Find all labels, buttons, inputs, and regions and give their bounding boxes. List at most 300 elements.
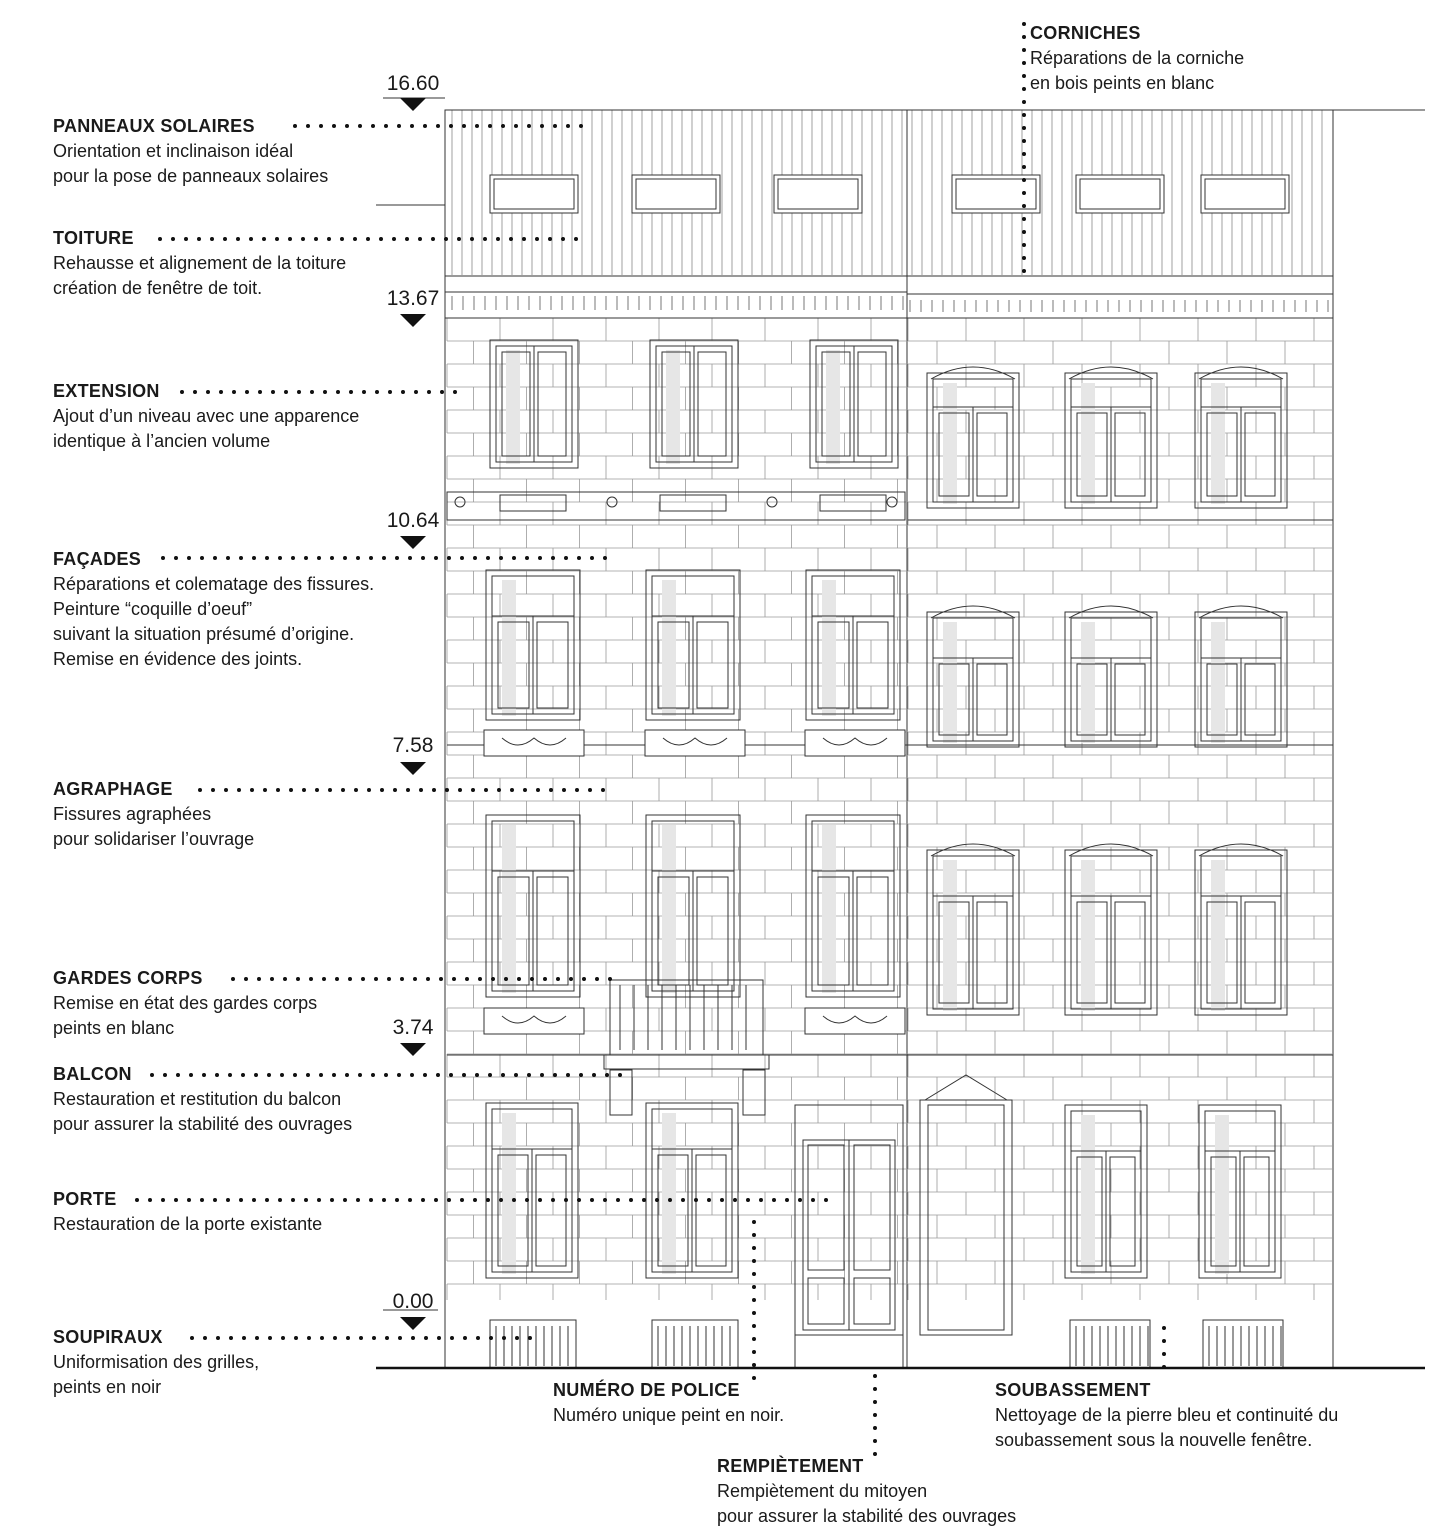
note-title: BALCON [53,1064,132,1084]
window [646,1103,738,1278]
window-sash [977,664,1007,735]
leader-dot [512,1198,516,1202]
note-line: peints en blanc [53,1018,175,1038]
window [806,570,900,720]
note-line: Restauration de la porte existante [53,1214,323,1234]
window-shadow [943,383,957,504]
note-line: pour la pose de panneaux solaires [53,166,329,186]
leader-dot [393,788,397,792]
leader-dot [457,237,461,241]
facade [376,98,1425,1368]
leader-dot [538,1198,542,1202]
leader-dot [1162,1365,1166,1369]
leader-dot [387,977,391,981]
note-title: PANNEAUX SOLAIRES [53,116,255,136]
leader-dot [289,788,293,792]
leader-dot [400,977,404,981]
leader-dot [432,788,436,792]
window-shadow [662,580,676,716]
leader-dot [439,977,443,981]
leader-dot [471,788,475,792]
leader-dot [405,237,409,241]
window-shadow [943,622,957,743]
leader-dot [575,788,579,792]
leader-dot [315,788,319,792]
leader-dot [528,1336,532,1340]
leader-dot [478,977,482,981]
leader-dot [413,977,417,981]
leader-dot [362,390,366,394]
leader-dot [374,977,378,981]
note-line: Peinture “coquille d’oeuf” [53,599,253,619]
level-marker-arrow [400,314,426,327]
window-shadow [1211,622,1225,743]
note-title: REMPIÈTEMENT [717,1456,864,1476]
leader-dot [752,1324,756,1328]
note-line: Remise en évidence des joints. [53,649,303,669]
window [646,815,740,997]
leader-dot [608,977,612,981]
note-line: pour assurer la stabilité des ouvrages [717,1506,1017,1526]
leader-dot [553,1073,557,1077]
level-marker-arrow [400,98,426,111]
note-corniches [1030,21,1244,96]
level-label-3-74: 3.74 [392,1016,434,1039]
note-line: Rehausse et alignement de la toiture [53,253,347,273]
window-sash [977,413,1007,496]
door-panel-left [808,1145,844,1270]
leader-dot [694,1198,698,1202]
leader-dot [1022,191,1026,195]
leader-dot [1162,1339,1166,1343]
leader-dot [384,124,388,128]
note-title: TOITURE [53,228,134,248]
leader-dot [746,1198,750,1202]
leader-dot [496,237,500,241]
leader-dot [603,1198,607,1202]
leader-dot [873,1400,877,1404]
leader-dot [423,124,427,128]
leader-dot [294,1336,298,1340]
frieze-panel [660,495,726,511]
window [806,815,900,997]
leader-dot [436,1073,440,1077]
window [490,340,578,468]
note-title: EXTENSION [53,381,160,401]
leader-dot [553,124,557,128]
leader-dot [527,1073,531,1077]
leader-dot [548,237,552,241]
window-sash [1115,902,1145,1003]
leader-dot [427,390,431,394]
leader-dot [453,390,457,394]
leader-dot [268,1336,272,1340]
leader-dot [707,1198,711,1202]
leader-dot [525,556,529,560]
leader-dot [564,556,568,560]
window-sash [1245,902,1275,1003]
leader-dot [397,124,401,128]
window-shadow [1081,383,1095,504]
leader-dot [616,1198,620,1202]
window-shadow [1081,622,1095,743]
leader-dot [395,1198,399,1202]
sill-panel [484,730,584,756]
basement-window [652,1320,738,1368]
leader-dot [366,237,370,241]
leader-dot [752,1272,756,1276]
leader-dot [382,1198,386,1202]
leader-dot [592,1073,596,1077]
note-gardes-corps [53,966,317,1041]
leader-dot [752,1298,756,1302]
note-line: pour solidariser l’ouvrage [53,829,255,849]
leader-dot [341,788,345,792]
leader-dot [460,1198,464,1202]
leader-dot [475,1073,479,1077]
window-shadow [506,350,520,464]
leader-dot [361,977,365,981]
leader-dot [345,124,349,128]
leader-dot [1022,178,1026,182]
roof-window [774,175,862,213]
door-panel-right [854,1145,890,1270]
note-line: Réparations de la corniche [1030,48,1245,68]
leader-dot [873,1387,877,1391]
note-title: NUMÉRO DE POLICE [553,1380,740,1400]
leader-dot [408,556,412,560]
leader-dot [752,1337,756,1341]
window [1195,367,1287,508]
leader-dot [473,556,477,560]
note-soubassement [995,1378,1338,1453]
window [810,340,898,468]
leader-dot [483,237,487,241]
note-toiture [53,226,346,301]
leader-dot [579,124,583,128]
sill-panel [645,730,745,756]
leader-dot [488,124,492,128]
leader-dot [411,1336,415,1340]
roof-window [1076,175,1164,213]
frieze-panel [500,495,566,511]
roof-window [632,175,720,213]
leader-dot [752,1220,756,1224]
leader-dot [752,1285,756,1289]
leader-dot [551,1198,555,1202]
leader-dot [475,124,479,128]
leader-dot [302,788,306,792]
leader-dot [470,237,474,241]
leader-dot [384,1073,388,1077]
window-sash [1245,413,1275,496]
cornice-left [445,276,907,292]
leader-dot [523,788,527,792]
leader-dot [618,1073,622,1077]
window-sash [1244,1157,1269,1266]
leader-dot [356,1198,360,1202]
leader-dot [335,977,339,981]
leader-dot [1022,152,1026,156]
leader-dot [873,1426,877,1430]
note-line: peints en noir [53,1377,162,1397]
leader-dot [752,1233,756,1237]
leader-dot [395,556,399,560]
leader-dot [551,556,555,560]
leader-dot [873,1413,877,1417]
leader-dot [501,1073,505,1077]
leader-dot [388,390,392,394]
leader-dot [423,1073,427,1077]
leader-dot [437,1336,441,1340]
leader-dot [588,788,592,792]
leader-dot [642,1198,646,1202]
level-label-0-00: 0.00 [392,1290,434,1313]
window-sash [1115,664,1145,735]
leader-dot [276,788,280,792]
leader-dot [752,1363,756,1367]
sill-panel [805,730,905,756]
leader-dot [566,124,570,128]
note-facades [53,547,374,672]
window [1195,606,1287,747]
basement-window [1203,1320,1283,1368]
leader-dot [447,556,451,560]
window-sash [857,622,888,708]
leader-dot [449,1073,453,1077]
leader-dot [434,1198,438,1202]
note-panneaux-solaires [53,114,328,189]
leader-dot [540,1073,544,1077]
note-line: en bois peints en blanc [1030,73,1215,93]
note-line: création de fenêtre de toit. [53,278,263,298]
note-line: Orientation et inclinaison idéal [53,141,294,161]
leader-dot [752,1259,756,1263]
leader-dot [410,1073,414,1077]
leader-dot [367,788,371,792]
frieze-right [907,294,1333,318]
leader-dot [359,1336,363,1340]
leader-dot [501,124,505,128]
leader-dot [392,237,396,241]
leader-dot [549,788,553,792]
leader-dot [380,788,384,792]
leader-dot [348,977,352,981]
leader-dot [1022,48,1026,52]
level-label-7-58: 7.58 [392,734,434,757]
leader-dot [798,1198,802,1202]
window-shadow [822,580,836,716]
roof-window [490,175,578,213]
note-line: Rempiètement du mitoyen [717,1481,928,1501]
leader-dot [371,1073,375,1077]
level-label-16-60: 16.60 [386,72,440,95]
window-shadow [662,825,676,993]
leader-dot [517,977,521,981]
leader-dot [1022,230,1026,234]
window-sash [696,1155,726,1266]
note-extension [53,379,359,454]
window-shadow [1215,1115,1229,1274]
leader-dot [601,788,605,792]
note-line: Ajout d’un niveau avec une apparence [53,406,360,426]
note-balcon [53,1062,352,1137]
basement-window [490,1320,576,1368]
leader-dot [462,124,466,128]
window [1199,1105,1281,1278]
leader-dot [590,556,594,560]
leader-dot [440,390,444,394]
note-soupiraux [53,1325,259,1400]
leader-dot [408,1198,412,1202]
note-porte [53,1187,322,1237]
window-shadow [502,1113,516,1274]
level-markers [400,98,426,1330]
leader-dot [510,788,514,792]
window-shadow [502,825,516,993]
leader-dot [328,788,332,792]
leader-dot [1022,204,1026,208]
leader-dot [421,1198,425,1202]
window [650,340,738,468]
leader-dot [263,788,267,792]
roof-window [952,175,1040,213]
leader-dot [1022,165,1026,169]
leader-dot [512,556,516,560]
roof-window [1201,175,1289,213]
leader-dot [668,1198,672,1202]
level-marker-arrow [400,536,426,549]
leader-dot [1022,74,1026,78]
leader-dot [522,237,526,241]
leader-dot [561,237,565,241]
leader-dot [535,237,539,241]
leader-dot [582,977,586,981]
level-marker-arrow [400,1043,426,1056]
leader-dot [525,1198,529,1202]
window-shadow [1081,1115,1095,1274]
leader-dot [595,977,599,981]
note-numero-de-police [553,1378,784,1428]
leader-dot [1022,35,1026,39]
window-sash [538,352,566,456]
leader-dot [354,788,358,792]
door-lower-panel [808,1278,844,1324]
window-shadow [822,825,836,993]
note-agraphage [53,777,254,852]
leader-dot [307,1336,311,1340]
leader-dot [566,1073,570,1077]
leader-dot [463,1336,467,1340]
leader-dot [499,556,503,560]
leader-dot [1022,87,1026,91]
leader-dot [488,1073,492,1077]
leader-dot [752,1350,756,1354]
leader-dot [785,1198,789,1202]
leader-dot [577,556,581,560]
leader-dot [577,1198,581,1202]
entrance-step [795,1335,903,1368]
leader-dot [473,1198,477,1202]
leader-dot [752,1311,756,1315]
leader-dot [873,1439,877,1443]
window-shadow [826,350,840,464]
leader-dot [515,1336,519,1340]
window-shadow [1081,860,1095,1011]
level-marker-arrow [400,1317,426,1330]
leader-dot [398,1336,402,1340]
level-marker-arrow [400,762,426,775]
window-sash [858,352,886,456]
leader-dot [540,124,544,128]
leader-dot [431,237,435,241]
note-line: Restauration et restitution du balcon [53,1089,342,1109]
note-title: PORTE [53,1189,117,1209]
window-sash [537,622,568,708]
leader-dot [1022,256,1026,260]
leader-dot [538,556,542,560]
frieze-left [445,292,907,318]
window-shadow [666,350,680,464]
leader-dot [569,977,573,981]
leader-dot [759,1198,763,1202]
leader-dot [358,1073,362,1077]
leader-dot [509,237,513,241]
leader-dot [421,556,425,560]
level-label-10-64: 10.64 [386,509,440,532]
leader-dot [1022,243,1026,247]
level-label-13-67: 13.67 [386,287,440,310]
leader-dot [414,390,418,394]
window-shadow [662,1113,676,1274]
leader-dot [445,788,449,792]
balcony-slab [604,1055,769,1069]
leader-dot [772,1198,776,1202]
leader-dot [353,237,357,241]
leader-dot [1022,100,1026,104]
leader-dot [410,124,414,128]
window-sash [1115,413,1145,496]
window [927,606,1019,747]
leader-dot [372,1336,376,1340]
leader-dot [1162,1352,1166,1356]
leader-dot [379,237,383,241]
leader-dot [424,1336,428,1340]
leader-dot [497,788,501,792]
leader-dot [447,1198,451,1202]
note-title: FAÇADES [53,549,142,569]
leader-dot [1022,22,1026,26]
note-title: AGRAPHAGE [53,779,173,799]
note-line: identique à l’ancien volume [53,431,271,451]
leader-dot [720,1198,724,1202]
note-title: GARDES CORPS [53,968,203,988]
leader-dot [590,1198,594,1202]
leader-dot [452,977,456,981]
leader-dot [733,1198,737,1202]
leader-dot [527,124,531,128]
leader-dot [346,1336,350,1340]
leader-dot [1022,139,1026,143]
leader-dot [333,1336,337,1340]
window [927,367,1019,508]
window-sash [536,1155,566,1266]
leader-dot [401,390,405,394]
leader-dot [460,556,464,560]
leader-dot [489,1336,493,1340]
note-line: Remise en état des gardes corps [53,993,318,1013]
leader-dot [824,1198,828,1202]
